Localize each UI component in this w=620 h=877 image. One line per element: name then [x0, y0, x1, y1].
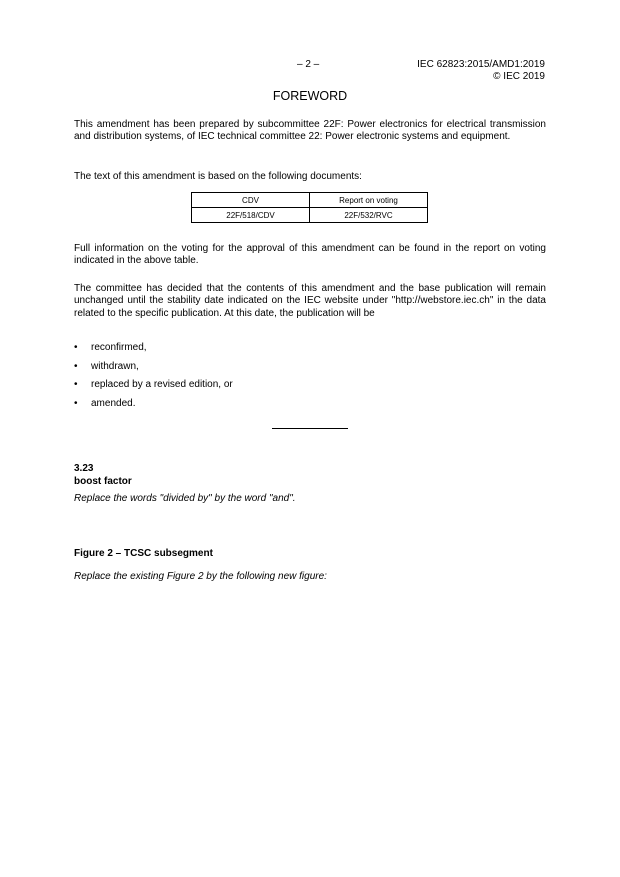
list-item: • replaced by a revised edition, or [74, 379, 233, 390]
clause-term: boost factor [74, 476, 132, 487]
bullet-icon: • [74, 379, 78, 390]
paragraph-committee-decision: The committee has decided that the contents of this amendment and the base publication will remain unchanged until the stability date indicated on the IEC website under "http://webstore.iec.ch" in the data related to the specific publication. At this date, the publication will be [74, 283, 546, 319]
table-header-row [192, 193, 428, 208]
list-item: • amended. [74, 397, 136, 409]
list-item: • withdrawn, [74, 360, 139, 372]
table-cell-rvc: 22F/532/RVC [310, 208, 428, 223]
paragraph-voting-info: Full information on the voting for the approval of this amendment can be found in the report on voting indicated in the above table. [74, 243, 546, 267]
bullet-icon: • [74, 397, 78, 409]
copyright-notice: © IEC 2019 [493, 71, 545, 82]
figure-caption: Figure 2 – TCSC subsegment [74, 548, 213, 559]
table-header-cdv: CDV [192, 193, 310, 208]
page-number: – 2 – [297, 59, 320, 70]
figure-instruction: Replace the existing Figure 2 by the following new figure: [74, 571, 327, 582]
standard-reference: IEC 62823:2015/AMD1:2019 [417, 59, 545, 70]
list-item: • reconfirmed, [74, 342, 147, 353]
document-reference [417, 59, 545, 83]
documents-table [191, 192, 428, 223]
bullet-icon: • [74, 342, 78, 353]
clause-number: 3.23 [74, 463, 94, 474]
table-header-report: Report on voting [310, 193, 428, 208]
paragraph-amendment-prepared: This amendment has been prepared by subcommittee 22F: Power electronics for electrical transmission and distribution systems, of IEC technical committee 22: Power electronic systems and equipment. [74, 119, 546, 143]
clause-instruction: Replace the words "divided by" by the word "and". [74, 493, 296, 504]
table-row [192, 208, 428, 223]
page-title: FOREWORD [272, 89, 348, 103]
publication-options-list [74, 341, 233, 415]
bullet-icon: • [74, 360, 78, 372]
section-divider [272, 428, 348, 429]
table-cell-cdv: 22F/518/CDV [192, 208, 310, 223]
paragraph-based-on-documents: The text of this amendment is based on the following documents: [74, 171, 362, 182]
